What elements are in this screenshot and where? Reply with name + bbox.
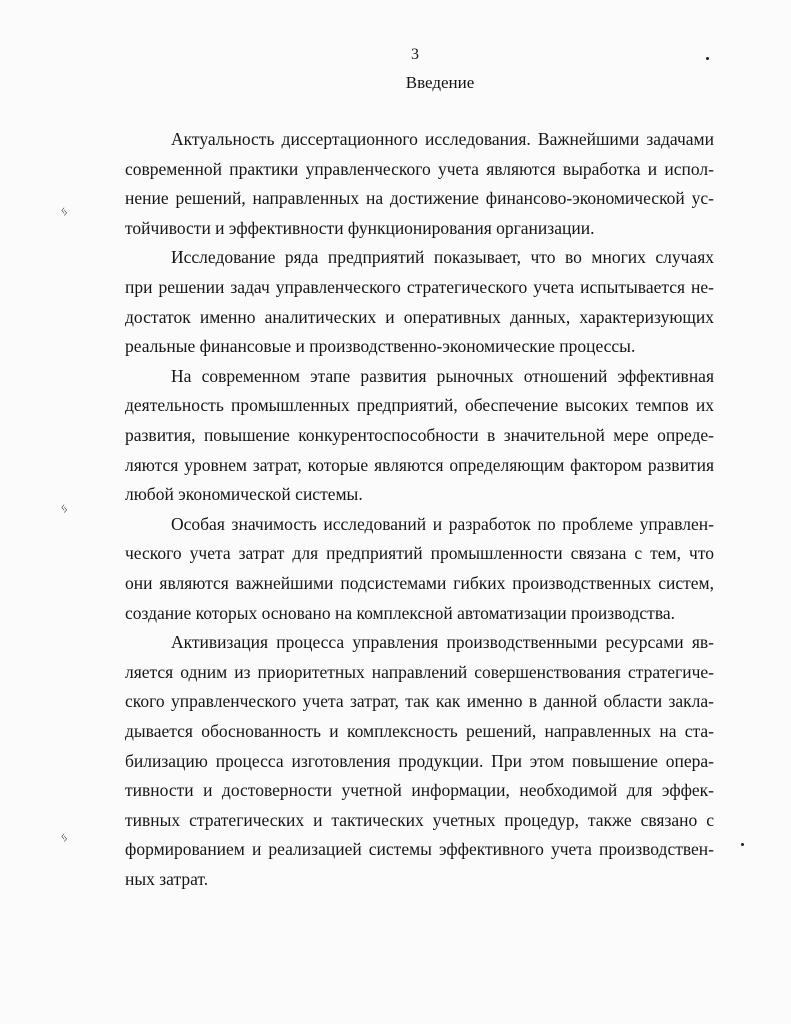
text-line: деятельность промышленных предприятий, обеспечение высоких темпов их — [125, 395, 714, 416]
text-line: тойчивости и эффективности функционирования организации. — [125, 217, 595, 238]
text-line: современной практики управленческого учета являются выработка и испол- — [125, 158, 714, 179]
text-line: при решении задач управленческого стратегического учета испытывается не- — [125, 277, 714, 297]
text-line: любой экономической системы. — [125, 484, 363, 505]
text-line: Исследование ряда предприятий показывает, что во многих случаях — [171, 247, 714, 268]
text-line: реальные финансовые и производственно-экономические процессы. — [125, 336, 636, 357]
text-line: развития, повышение конкурентоспособности в значительной мере опреде- — [125, 425, 714, 445]
text-line: они являются важнейшими подсистемами гибких производственных систем, — [125, 573, 714, 593]
text-line: создание которых основано на комплексной автоматизации производства. — [125, 602, 676, 623]
text-line: ского управленческого учета затрат, так как именно в данной области закла- — [125, 691, 714, 712]
text-line: ляются уровнем затрат, которые являются определяющим фактором развития — [125, 454, 714, 475]
text-line: ных затрат. — [125, 869, 209, 889]
section-heading: Введение — [405, 73, 475, 92]
text-line: Активизация процесса управления производственными ресурсами яв- — [171, 632, 714, 653]
text-line: ческого учета затрат для предприятий промышленности связана с тем, что — [125, 543, 714, 564]
text-line: На современном этапе развития рыночных отношений эффективная — [171, 365, 714, 386]
text-line: нение решений, направленных на достижение финансово-экономической ус- — [125, 188, 714, 209]
text-line: Актуальность диссертационного исследования. Важнейшими задачами — [171, 129, 714, 149]
text-line: достаток именно аналитических и оперативных данных, характеризующих — [125, 306, 714, 327]
scan-speck — [741, 843, 744, 846]
scan-speck — [706, 57, 709, 60]
margin-mark-icon: ᛃ — [60, 501, 69, 517]
margin-mark-icon: ᛃ — [60, 204, 69, 220]
text-line: тивных стратегических и тактических учетных процедур, также связано с — [125, 809, 714, 830]
text-line: тивности и достоверности учетной информации, необходимой для эффек- — [125, 780, 714, 801]
text-line: дывается обоснованность и комплексность решений, направленных на ста- — [125, 721, 714, 741]
text-line: билизацию процесса изготовления продукции. При этом повышение опера- — [125, 750, 714, 771]
page-number: 3 — [411, 46, 419, 63]
margin-mark-icon: ᛃ — [60, 830, 69, 846]
text-line: ляется одним из приоритетных направлений совершенствования стратегиче- — [125, 661, 714, 682]
text-line: Особая значимость исследований и разработок по проблеме управлен- — [171, 513, 714, 534]
text-line: формированием и реализацией системы эффективного учета производствен- — [125, 839, 714, 860]
